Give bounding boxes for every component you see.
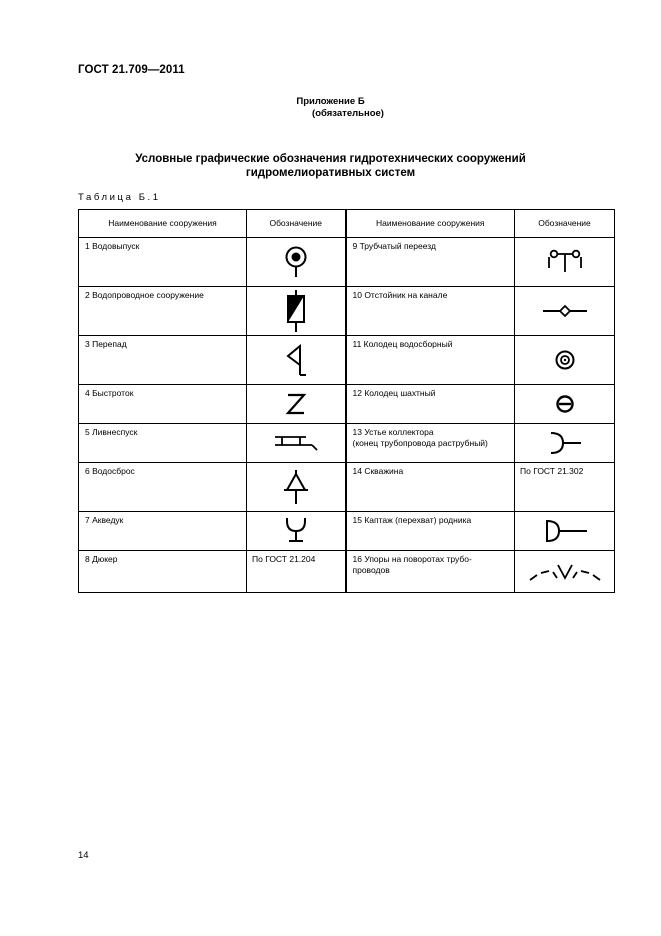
canal-settling-basin-icon xyxy=(542,304,588,318)
drop-structure-symbol xyxy=(247,336,346,385)
structure-name: 16 Упоры на поворотах трубо- xyxy=(352,554,472,564)
table-row xyxy=(79,424,615,463)
table-row xyxy=(79,512,615,551)
title-line-1: Условные графические обозначения гидротехнических сооружений xyxy=(135,153,526,165)
table-caption: Таблица Б.1 xyxy=(78,192,161,203)
structure-name: 8 Дюкер xyxy=(79,551,247,593)
pipe-crossing-symbol xyxy=(515,238,615,287)
standard-header: ГОСТ 21.709—2011 xyxy=(78,64,185,76)
structure-name: 12 Колодец шахтный xyxy=(346,385,515,424)
table-row xyxy=(79,463,615,512)
shaft-well-symbol xyxy=(515,385,615,424)
pipe-bend-thrust-block-icon xyxy=(528,558,602,586)
header-name-left: Наименование сооружения xyxy=(79,210,247,238)
water-conduit-structure-symbol xyxy=(247,287,346,336)
canal-settling-basin-symbol xyxy=(515,287,615,336)
aqueduct-symbol xyxy=(247,512,346,551)
structure-name: 10 Отстойник на канале xyxy=(346,287,515,336)
appendix-heading xyxy=(0,96,661,120)
spring-capture-icon xyxy=(541,518,589,544)
spillway-symbol xyxy=(247,463,346,512)
collection-well-symbol xyxy=(515,336,615,385)
spillway-icon xyxy=(283,469,309,505)
structure-name: 14 Скважина xyxy=(346,463,515,512)
structure-name-line-2: (конец трубопровода раструбный) xyxy=(352,438,488,448)
collection-well-icon xyxy=(554,349,576,371)
structure-name: 2 Водопроводное сооружение xyxy=(79,287,247,336)
chute-icon xyxy=(284,392,308,416)
water-outlet-icon xyxy=(283,245,309,279)
appendix-status: (обязательное) xyxy=(312,108,384,119)
structure-name-multiline xyxy=(346,424,515,463)
appendix-title: Приложение Б xyxy=(296,96,365,107)
structure-name: 5 Ливнеспуск xyxy=(79,424,247,463)
document-title xyxy=(0,152,661,180)
symbol-reference: По ГОСТ 21.204 xyxy=(247,551,346,593)
symbol-reference: По ГОСТ 21.302 xyxy=(515,463,615,512)
structure-name: 7 Акведук xyxy=(79,512,247,551)
structure-name: 6 Водосброс xyxy=(79,463,247,512)
header-symbol-left: Обозначение xyxy=(247,210,346,238)
pipe-bend-thrust-block-symbol xyxy=(515,551,615,593)
shaft-well-icon xyxy=(554,393,576,415)
table-row xyxy=(79,551,615,593)
storm-overflow-symbol xyxy=(247,424,346,463)
collector-mouth-icon xyxy=(547,430,583,456)
table-header-row xyxy=(79,210,615,238)
aqueduct-icon xyxy=(284,516,308,546)
structure-name: 13 Устье коллектора xyxy=(352,427,434,437)
water-outlet-symbol xyxy=(247,238,346,287)
structure-name-multiline xyxy=(346,551,515,593)
structure-name: 15 Каптаж (перехват) родника xyxy=(346,512,515,551)
drop-structure-icon xyxy=(284,343,308,377)
structure-name-line-2: проводов xyxy=(352,565,390,575)
spring-capture-symbol xyxy=(515,512,615,551)
structure-name: 9 Трубчатый переезд xyxy=(346,238,515,287)
table-row xyxy=(79,385,615,424)
chute-symbol xyxy=(247,385,346,424)
storm-overflow-icon xyxy=(274,431,318,455)
table-row xyxy=(79,336,615,385)
symbols-table xyxy=(78,209,615,593)
water-conduit-structure-icon xyxy=(284,289,308,333)
structure-name: 4 Быстроток xyxy=(79,385,247,424)
table-row xyxy=(79,238,615,287)
header-name-right: Наименование сооружения xyxy=(346,210,515,238)
structure-name: 11 Колодец водосборный xyxy=(346,336,515,385)
collector-mouth-symbol xyxy=(515,424,615,463)
table-row xyxy=(79,287,615,336)
structure-name: 3 Перепад xyxy=(79,336,247,385)
pipe-crossing-icon xyxy=(545,245,585,279)
page-number: 14 xyxy=(78,850,89,861)
structure-name: 1 Водовыпуск xyxy=(79,238,247,287)
header-symbol-right: Обозначение xyxy=(515,210,615,238)
title-line-2: гидромелиоративных систем xyxy=(245,167,416,179)
